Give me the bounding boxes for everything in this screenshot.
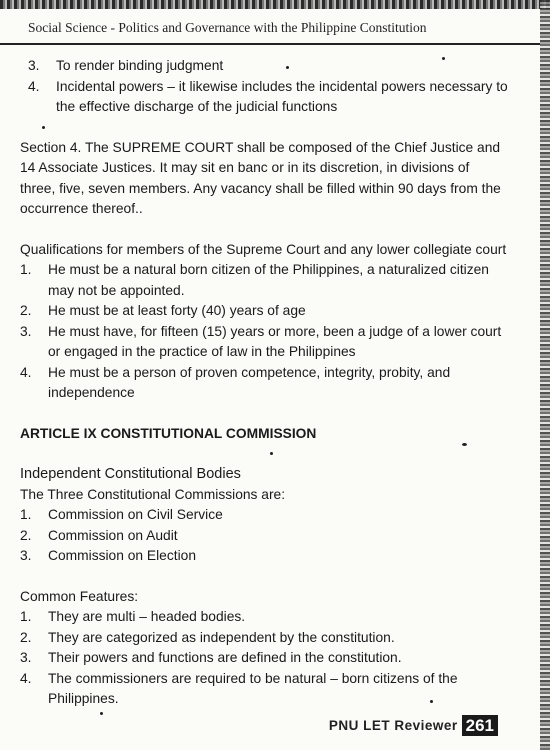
scan-edge-top (0, 0, 550, 9)
list-item: 1. He must be a natural born citizen of the Philippines, a naturalized citizen may not be appointed. (20, 262, 489, 298)
page-number: 261 (462, 715, 498, 736)
commissions-list (20, 505, 508, 567)
article-heading: ARTICLE IX CONSTITUTIONAL COMMISSION (20, 425, 317, 441)
list-item: 3. He must have, for fifteen (15) years or more, been a judge of a lower court or engaged in the practice of law in the Philippines (20, 323, 502, 359)
common-features-intro: Common Features: (20, 588, 139, 604)
footer-label: PNU LET Reviewer (328, 718, 458, 733)
scan-edge-right (540, 0, 550, 750)
list-item: 2. Commission on Audit (20, 527, 178, 543)
qualifications-intro: Qualifications for members of the Supreme Court and any lower collegiate court (20, 241, 507, 257)
section-4-paragraph: Section 4. The SUPREME COURT shall be composed of the Chief Justice and 14 Associate Justices. It may sit en banc or in its discretion, in divisions of three, five, seven members. Any vacancy shall be filled within 90 days from the occurrence thereof.. (20, 139, 501, 216)
list-item: 2. They are categorized as independent by the constitution. (20, 629, 395, 645)
list-item: 4. Incidental powers – it likewise includes the incidental powers necessary to the effective discharge of the judicial functions (28, 78, 508, 114)
list-item: 3. Their powers and functions are defined in the constitution. (20, 650, 402, 665)
scan-speck (462, 443, 467, 446)
scan-speck (100, 712, 103, 715)
running-header: Social Science - Politics and Governance with the Philippine Constitution (28, 20, 427, 35)
list-item: 2. He must be at least forty (40) years of age (20, 303, 306, 318)
list-item: 3. To render binding judgment (28, 58, 224, 73)
scan-speck (286, 66, 289, 69)
scan-speck (430, 700, 433, 703)
common-features-list (20, 607, 508, 710)
list-item: 4. He must be a person of proven competence, integrity, probity, and independence (20, 364, 451, 400)
list-item: 4. The commissioners are required to be natural – born citizens of the Philippines. (20, 670, 458, 706)
scan-speck (442, 57, 445, 60)
list-item: 1. They are multi – headed bodies. (20, 609, 246, 624)
header-rule (0, 43, 540, 45)
page-footer (329, 715, 498, 736)
scan-speck (270, 452, 273, 455)
page-content (20, 56, 508, 710)
subheading: Independent Constitutional Bodies (20, 466, 241, 482)
judicial-powers-list (20, 56, 508, 118)
qualifications-list (20, 260, 508, 404)
scan-speck (42, 126, 45, 129)
list-item: 1. Commission on Civil Service (20, 507, 223, 522)
list-item: 3. Commission on Election (20, 548, 196, 563)
commissions-intro: The Three Constitutional Commissions are: (20, 486, 286, 502)
